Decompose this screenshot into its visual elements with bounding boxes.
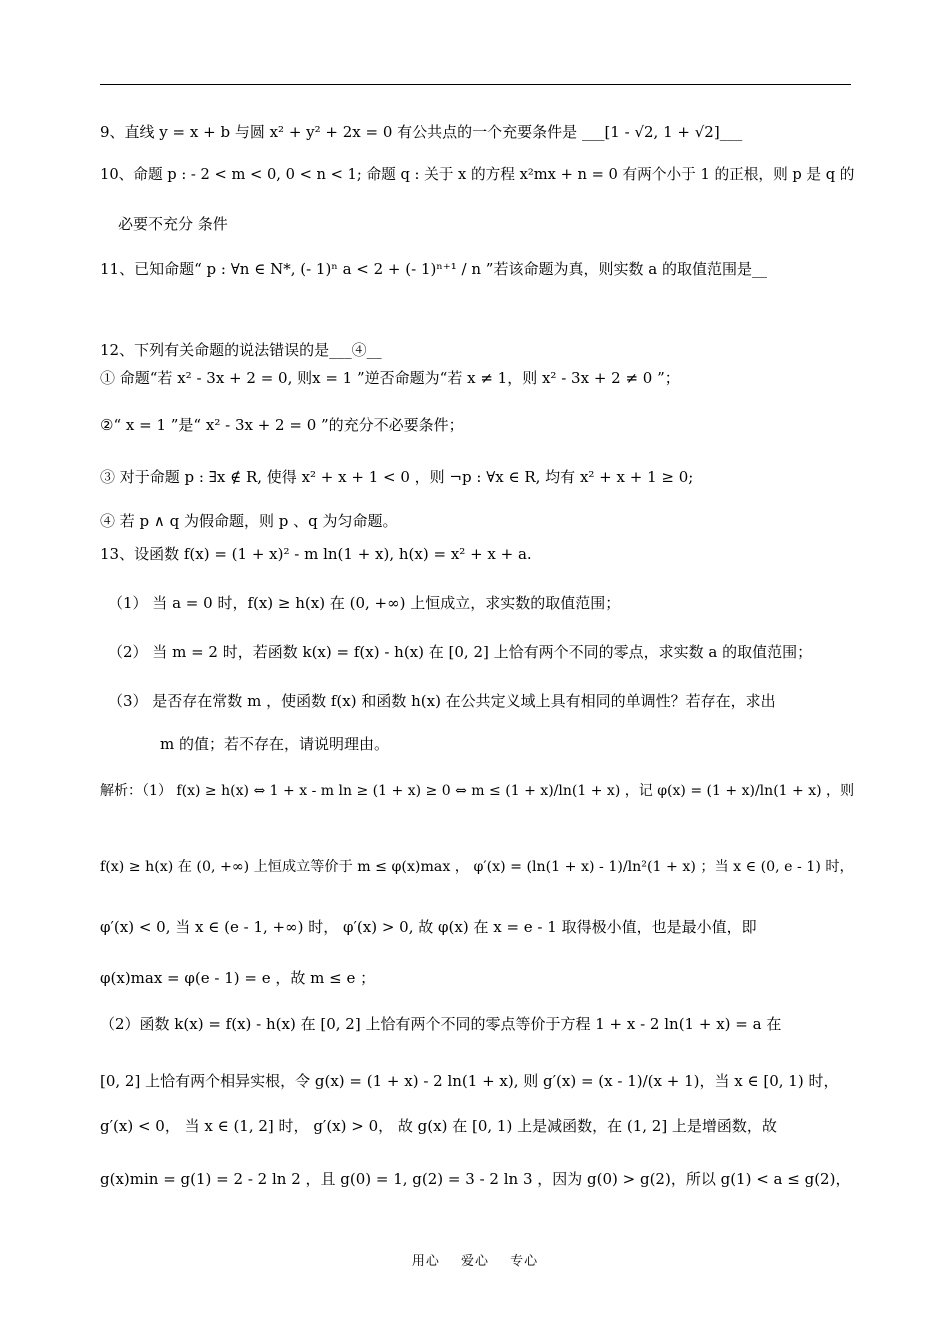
solution-line-3: φ′(x) < 0, 当 x ∈ (e - 1, +∞) 时， φ′(x) > 0, 故 φ(x) 在 x = e - 1 取得极小值，也是最小值，即 xyxy=(100,918,757,936)
problem-10: 10、命题 p : - 2 < m < 0, 0 < n < 1; 命题 q : 关于 x 的方程 x²mx + n = 0 有两个小于 1 的正根，则 p 是 q 的 xyxy=(100,166,855,183)
footer-text-3: 专心 xyxy=(510,1254,539,1269)
solution-line-1: 解析：（1） f(x) ≥ h(x) ⇔ 1 + x - m ln ≥ (1 + x) ≥ 0 ⇔ m ≤ (1 + x)/ln(1 + x) ，记 φ(x) = (1 + x)/ln(1 + x) ，则 xyxy=(100,783,855,799)
problem-12: 12、下列有关命题的说法错误的是___④__ xyxy=(100,341,382,359)
footer-text-1: 用心 xyxy=(411,1254,440,1269)
solution-line-4: φ(x)max = φ(e - 1) = e ，故 m ≤ e ； xyxy=(100,969,376,987)
problem-13: 13、设函数 f(x) = (1 + x)² - m ln(1 + x), h(x) = x² + x + a. xyxy=(100,545,532,563)
problem-10-answer: 必要不充分 条件 xyxy=(118,215,228,233)
header-rule xyxy=(100,84,851,85)
problem-12-option-2: ②“ x = 1 ”是“ x² - 3x + 2 = 0 ”的充分不必要条件； xyxy=(100,416,464,434)
footer-text-2: 爱心 xyxy=(460,1254,489,1269)
problem-13-part-3: （3） 是否存在常数 m ，使函数 f(x) 和函数 h(x) 在公共定义域上具有相同的单调性？若存在，求出 xyxy=(108,692,776,710)
solution-line-6: [0, 2] 上恰有两个相异实根，令 g(x) = (1 + x) - 2 ln(1 + x), 则 g′(x) = (x - 1)/(x + 1)，当 x ∈ [0, 1) 时， xyxy=(100,1072,839,1090)
solution-line-5: （2）函数 k(x) = f(x) - h(x) 在 [0, 2] 上恰有两个不同的零点等价于方程 1 + x - 2 ln(1 + x) = a 在 xyxy=(100,1015,782,1033)
problem-9: 9、直线 y = x + b 与圆 x² + y² + 2x = 0 有公共点的一个充要条件是 ___[1 - √2, 1 + √2]___ xyxy=(100,123,743,141)
problem-11: 11、已知命题“ p : ∀n ∈ N*, (- 1)ⁿ a < 2 + (- 1)ⁿ⁺¹ / n ”若该命题为真，则实数 a 的取值范围是__ xyxy=(100,260,767,278)
page-footer xyxy=(0,1250,950,1269)
problem-13-part-3-cont: m 的值；若不存在，请说明理由。 xyxy=(160,735,389,753)
solution-line-8: g(x)min = g(1) = 2 - 2 ln 2 ，且 g(0) = 1, g(2) = 3 - 2 ln 3 ，因为 g(0) > g(2)，所以 g(1) < a ≤ g(2)， xyxy=(100,1170,851,1188)
problem-13-part-2: （2） 当 m = 2 时，若函数 k(x) = f(x) - h(x) 在 [0, 2] 上恰有两个不同的零点，求实数 a 的取值范围； xyxy=(108,643,813,661)
solution-line-2: f(x) ≥ h(x) 在 (0, +∞) 上恒成立等价于 m ≤ φ(x)max ， φ′(x) = (ln(1 + x) - 1)/ln²(1 + x) ；当 x ∈ (0, e - 1) 时， xyxy=(100,859,854,875)
solution-line-7: g′(x) < 0， 当 x ∈ (1, 2] 时， g′(x) > 0， 故 g(x) 在 [0, 1) 上是减函数，在 (1, 2] 上是增函数，故 xyxy=(100,1117,777,1135)
problem-13-part-1: （1） 当 a = 0 时，f(x) ≥ h(x) 在 (0, +∞) 上恒成立，求实数的取值范围； xyxy=(108,594,621,612)
problem-12-option-4: ④ 若 p ∧ q 为假命题，则 p 、q 为匀命题。 xyxy=(100,512,398,530)
problem-12-option-3: ③ 对于命题 p : ∃x ∉ R, 使得 x² + x + 1 < 0 ，则 ¬p : ∀x ∈ R, 均有 x² + x + 1 ≥ 0; xyxy=(100,468,694,486)
problem-12-option-1: ① 命题“若 x² - 3x + 2 = 0, 则x = 1 ”逆否命题为“若 x ≠ 1，则 x² - 3x + 2 ≠ 0 ”； xyxy=(100,369,680,387)
